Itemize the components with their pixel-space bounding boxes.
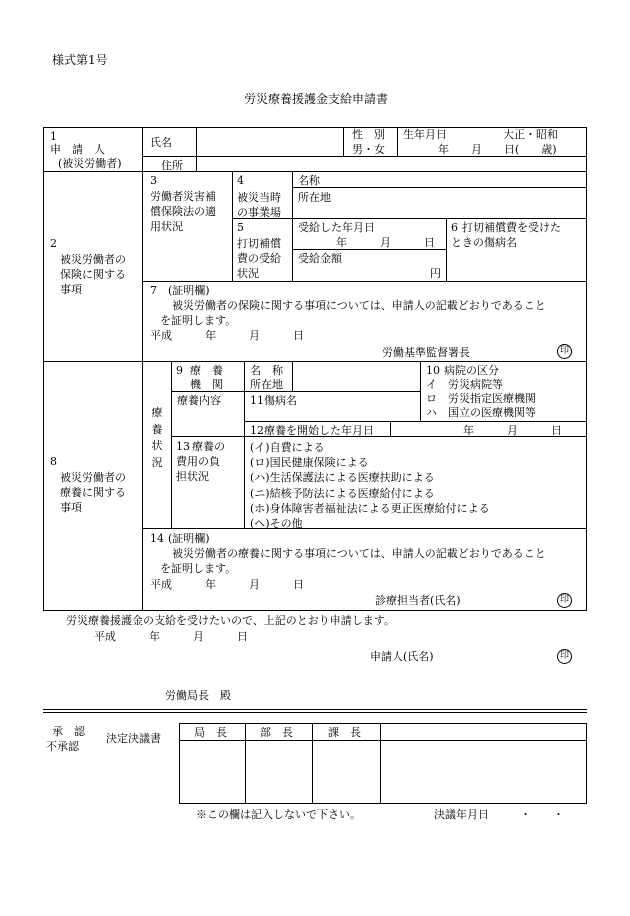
hospital-option-ha[interactable]: ハ 国立の医療機関等 <box>426 406 536 419</box>
header-department-chief: 部 長 <box>260 726 293 739</box>
injury-name-label: 傷病名 <box>264 394 297 407</box>
form-title: 労災療養援護金支給申請書 <box>244 92 389 106</box>
treatment-status-label: 療養状況 <box>151 406 163 469</box>
section-13-number: 13 <box>176 440 190 453</box>
section-4-label: 被災当時 の事業場 <box>237 191 281 219</box>
signer-7: 労働基準監督署長 <box>382 346 470 359</box>
section-2-number: 2 <box>50 237 57 250</box>
section-13-label-2: 費用の負 <box>176 455 220 468</box>
office-use-note: ※この欄は記入しないで下さい。 <box>196 808 361 821</box>
section-7-number: 7 <box>150 284 157 297</box>
certification-label-14: (証明欄) <box>168 532 210 545</box>
form-number: 様式第1号 <box>52 53 108 67</box>
certification-label-7: (証明欄) <box>168 284 210 297</box>
era-label[interactable]: 大正・昭和 <box>503 128 558 141</box>
section-12-number: 12 <box>250 424 264 437</box>
signer-14: 診療担当者(氏名) <box>375 594 461 607</box>
section-1-number: 1 <box>50 130 57 143</box>
decision-document-label: 決定決議書 <box>106 732 161 745</box>
section-13-label-1: 療養の <box>192 440 225 453</box>
hospital-option-i[interactable]: イ 労災病院等 <box>426 378 503 391</box>
section-13-label-3: 担状況 <box>176 470 209 483</box>
treatment-start-label: 療養を開始した年月日 <box>264 424 374 437</box>
gender-value[interactable]: 男・女 <box>352 143 385 156</box>
applicant-signature-label: 申請人(氏名) <box>370 650 434 663</box>
section-11-number: 11 <box>250 394 264 407</box>
cost-option-i: (イ)自費による <box>250 441 325 454</box>
approval-stamp-grid <box>179 723 587 804</box>
name-label: 氏名 <box>150 136 172 149</box>
hospital-category-label: 病院の区分 <box>444 364 499 377</box>
seal-7-icon: 印 <box>557 344 572 359</box>
seal-14-icon: 印 <box>557 593 572 608</box>
received-date-format: 年 月 日 <box>336 236 435 249</box>
certification-text-14-line1: 被災労働者の療養に関する事項については、申請人の記載どおりであること <box>172 547 546 560</box>
certification-text-7-line1: 被災労働者の保険に関する事項については、申請人の記載どおりであること <box>172 299 546 312</box>
cost-option-ha: (ハ)生活保護法による医療扶助による <box>250 471 435 485</box>
certification-text-7-line2: を証明します。 <box>160 314 237 327</box>
cost-option-ro: (ロ)国民健康保険による <box>250 456 369 470</box>
section-6-number: 6 <box>451 221 458 234</box>
section-9-label-2: 機 関 <box>190 378 223 391</box>
section-2-label: 被災労働者の 保険に関する 事項 <box>60 253 126 296</box>
header-section-chief: 課 長 <box>328 726 361 739</box>
section-14-number: 14 <box>150 532 164 545</box>
received-amount-label: 受給金額 <box>298 252 342 265</box>
applicant-seal-icon: 印 <box>557 649 572 664</box>
applicant-address-field[interactable] <box>197 157 586 170</box>
application-statement: 労災療養援護金の支給を受けたいので、上記のとおり申請します。 <box>66 614 395 627</box>
hospital-option-ro[interactable]: ロ 労災指定医療機関 <box>426 392 536 405</box>
disapprove-label[interactable]: 不承認 <box>46 740 79 753</box>
section-10-number: 10 <box>426 364 440 377</box>
section-9-label-1: 療 養 <box>190 364 223 377</box>
birthdate-label: 生年月日 <box>403 128 447 141</box>
section-6-label-2: ときの傷病名 <box>451 236 517 249</box>
certification-date-7: 平成 年 月 日 <box>150 329 304 342</box>
section-4-number: 4 <box>237 174 244 187</box>
decision-date-label: 決議年月日 <box>434 808 489 821</box>
approve-label[interactable]: 承 認 <box>52 725 85 738</box>
applicant-label: 申 請 人 <box>50 143 105 156</box>
applicant-name-field[interactable] <box>197 128 342 155</box>
certification-date-14: 平成 年 月 日 <box>150 578 304 591</box>
facility-name-label: 名 称 <box>250 364 283 377</box>
received-date-label: 受給した年月日 <box>298 221 375 234</box>
header-bureau-chief: 局 長 <box>194 726 227 739</box>
section-5-label: 打切補償 費の受給 状況 <box>237 237 281 280</box>
amount-unit: 円 <box>430 267 441 280</box>
section-6-label-1: 打切補償費を受けた <box>462 221 561 234</box>
application-date: 平成 年 月 日 <box>94 630 248 643</box>
section-5-number: 5 <box>237 221 244 234</box>
facility-location-label: 所在地 <box>250 378 283 391</box>
section-3-label: 労働者災害補 償保険法の適 用状況 <box>150 190 216 233</box>
workplace-location-label: 所在地 <box>298 191 331 204</box>
cost-option-he: (ヘ)その他 <box>250 517 303 531</box>
treatment-start-format: 年 月 日 <box>463 424 562 437</box>
section-9-number: 9 <box>176 364 183 377</box>
section-8-label: 被災労働者の 療養に関する 事項 <box>60 471 126 514</box>
addressee: 労働局長 殿 <box>165 689 231 702</box>
section-8-number: 8 <box>50 455 57 468</box>
decision-date-dots: ・ ・ <box>520 808 564 821</box>
cost-option-ho: (ホ)身体障害者福祉法による更正医療給付による <box>250 501 490 515</box>
cost-burden-options[interactable] <box>250 440 490 531</box>
workplace-name-label: 名称 <box>298 174 320 187</box>
section-3-number: 3 <box>150 174 157 187</box>
treatment-content-label: 療養内容 <box>177 394 221 407</box>
certification-text-14-line2: を証明します。 <box>160 562 237 575</box>
cost-option-ni: (ニ)結核予防法による医療給付による <box>250 486 435 500</box>
gender-label: 性 別 <box>352 128 385 141</box>
applicant-sublabel: (被災労働者) <box>58 157 122 170</box>
birthdate-format: 年 月 日( 歳) <box>438 143 557 156</box>
address-label: 住所 <box>161 159 183 172</box>
